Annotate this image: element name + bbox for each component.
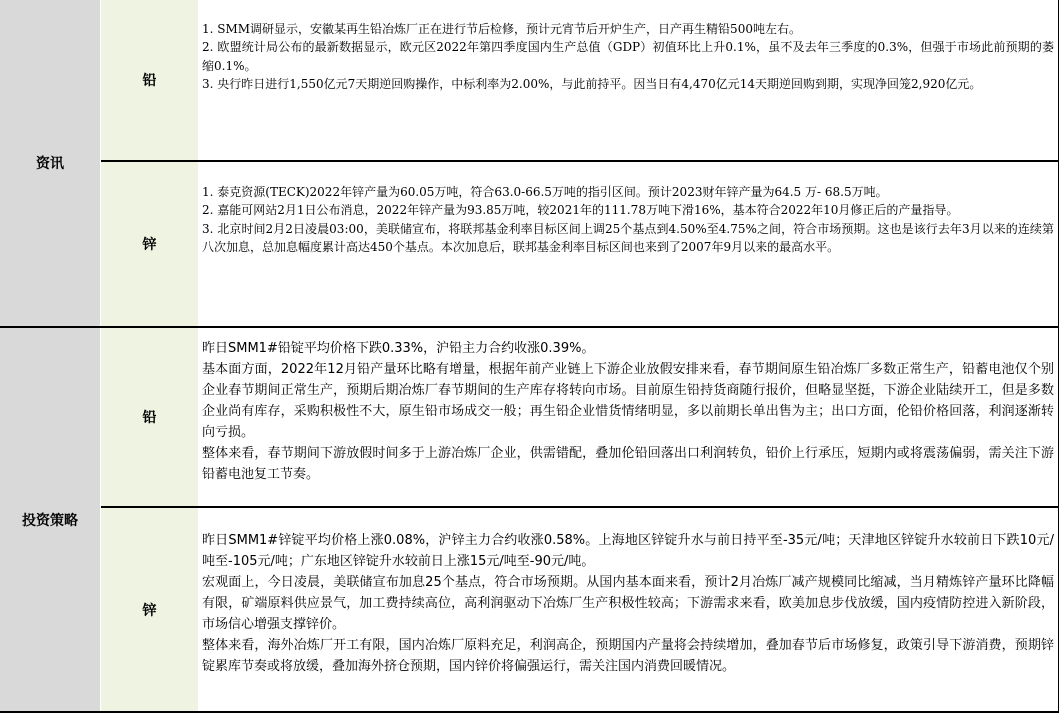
strategy-lead-label: 铅 <box>142 410 157 426</box>
section-strategy-label: 投资策略 <box>22 513 78 529</box>
news-lead-content <box>198 20 1058 160</box>
news-zinc-content <box>198 183 1058 323</box>
news-lead-item: 2. 欧盟统计局公布的最新数据显示，欧元区2022年第四季度国内生产总值（GDP）初值环比上升0.1%，虽不及去年三季度的0.3%，但强于市场此前预期的萎缩0.1%。 <box>202 40 1054 73</box>
news-lead-header <box>101 0 198 160</box>
strategy-lead-header <box>101 328 198 506</box>
news-lead-item: 3. 央行昨日进行1,550亿元7天期逆回购操作，中标利率为2.00%，与此前持平。因当日有4,470亿元14天期逆回购到期，实现净回笼2,920亿元。 <box>202 77 982 92</box>
section-strategy-header <box>0 328 100 712</box>
strategy-zinc-header <box>101 508 198 712</box>
strategy-zinc-paragraph: 整体来看，海外冶炼厂开工有限，国内冶炼厂原料充足，利润高企，预期国内产量将会持续增加，叠加春节后市场修复，政策引导下游消费，预期锌锭累库节奏或将放缓，叠加海外挤仓预期，国内锌价将偏强运行，需关注国内消费回暖情况。 <box>202 638 1054 674</box>
strategy-zinc-content <box>198 530 1058 710</box>
table-bottom-border <box>0 711 1058 713</box>
news-zinc-label: 锌 <box>142 237 157 253</box>
strategy-lead-paragraph: 基本面方面，2022年12月铅产量环比略有增量，根据年前产业链上下游企业放假安排来看，春节期间原生铅冶炼厂多数正常生产，铅蓄电池仅个别企业春节期间正常生产，预期后期冶炼厂春节期间的生产库存将转向市场。目前原生铅持货商随行报价，但略显坚挺，下游企业陆续开工，但是多数企业尚有库存，采购积极性不大，原生铅市场成交一般；再生铅企业惜货情绪明显，多以前期长单出售为主；出口方面，伦铅价格回落，利润逐渐转向亏损。 <box>202 362 1054 440</box>
news-zinc-item: 1. 泰克资源(TECK)2022年锌产量为60.05万吨，符合63.0-66.5万吨的指引区间。预计2023财年锌产量为64.5 万- 68.5万吨。 <box>202 185 888 199</box>
news-zinc-header <box>101 162 198 326</box>
row-divider <box>101 506 1058 508</box>
row-divider <box>101 160 1058 162</box>
table-right-border <box>1058 0 1059 713</box>
strategy-lead-paragraph: 昨日SMM1#铅锭平均价格下跌0.33%，沪铅主力合约收涨0.39%。 <box>202 341 595 356</box>
news-zinc-item: 2. 嘉能可网站2月1日公布消息，2022年锌产量为93.85万吨，较2021年的111.78万吨下滑16%，基本符合2022年10月修正后的产量指导。 <box>202 203 959 218</box>
section-news-header <box>0 0 100 326</box>
strategy-lead-paragraph: 整体来看，春节期间下游放假时间多于上游冶炼厂企业，供需错配，叠加伦铅回落出口利润转负，铅价上行承压，短期内或将震荡偏弱，需关注下游铅蓄电池复工节奏。 <box>202 446 1054 482</box>
news-lead-label: 铅 <box>142 73 157 89</box>
strategy-zinc-paragraph: 宏观面上，今日凌晨，美联储宣布加息25个基点，符合市场预期。从国内基本面来看，预计2月冶炼厂减产规模同比缩减，当月精炼锌产量环比降幅有限，矿端原料供应景气，加工费持续高位，高利润驱动下冶炼厂生产积极性较高；下游需求来看，欧美加息步伐放缓，国内疫情防控进入新阶段，市场信心增强支撑锌价。 <box>202 575 1054 632</box>
strategy-zinc-paragraph: 昨日SMM1#锌锭平均价格上涨0.08%，沪锌主力合约收涨0.58%。上海地区锌锭升水与前日持平至-35元/吨；天津地区锌锭升水较前日下跌10元/吨至-105元/吨；广东地区锌锭升水较前日上涨15元/吨至-90元/吨。 <box>202 533 1054 569</box>
news-zinc-item: 3. 北京时间2月2日凌晨03:00，美联储宣布，将联邦基金利率目标区间上调25个基点到4.50%至4.75%之间，符合市场预期。这也是该行去年3月以来的连续第八次加息，总加息幅度累计高达450个基点。本次加息后，联邦基金利率目标区间也来到了2007年9月以来的最高水平。 <box>202 221 1054 255</box>
strategy-lead-content <box>198 338 1058 504</box>
section-news-label: 资讯 <box>36 156 64 172</box>
news-lead-item: 1. SMM调研显示，安徽某再生铅冶炼厂正在进行节后检修，预计元宵节后开炉生产，日产再生精铅500吨左右。 <box>202 22 801 36</box>
section-divider <box>0 326 1058 328</box>
strategy-zinc-label: 锌 <box>142 603 157 619</box>
